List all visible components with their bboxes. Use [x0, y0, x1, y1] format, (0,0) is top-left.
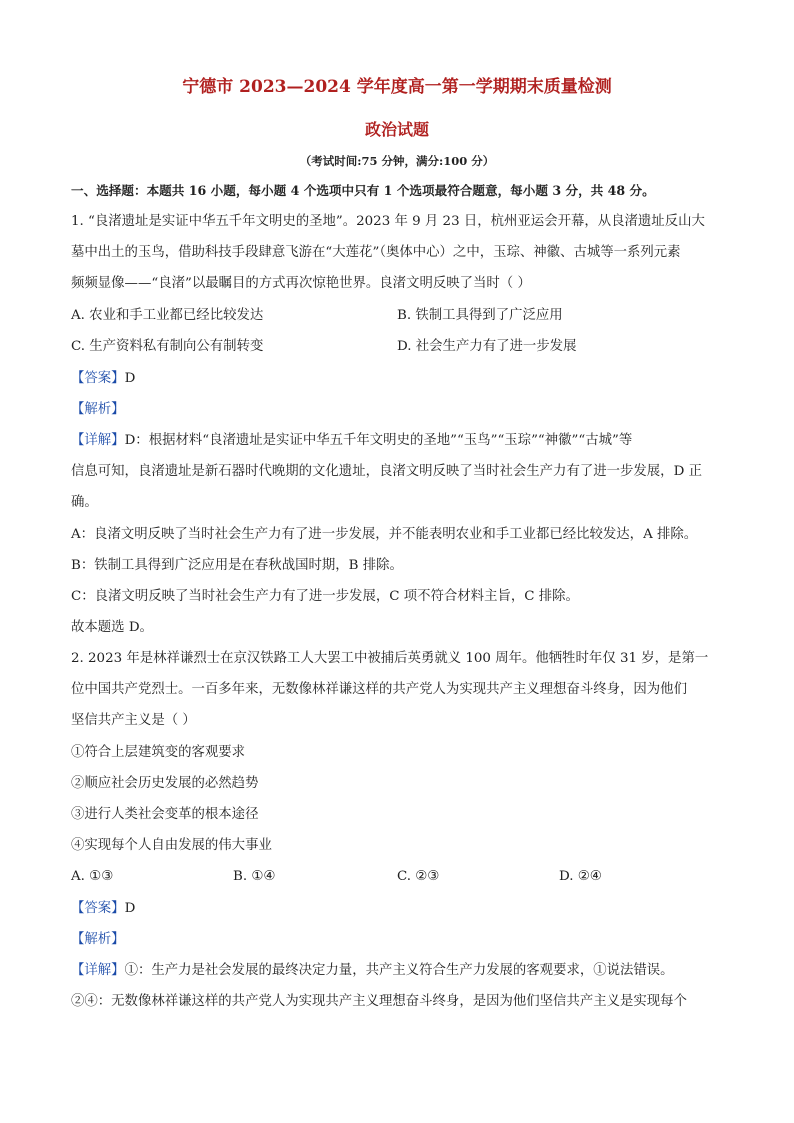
q1-line-2: 墓中出土的玉鸟，借助科技手段肆意飞游在“大莲花”（奥体中心）之中，玉琮、神徽、古城等一系列元素 — [71, 245, 681, 260]
detail-tag: 【详解】 — [71, 433, 125, 448]
q2-detail-line-2: ②④：无数像林祥谦这样的共产党人为实现共产主义理想奋斗终身，是因为他们坚信共产主义是实现每个 — [71, 994, 687, 1009]
q2-line-3: 坚信共产主义是（ ） — [71, 713, 196, 728]
q2-item-1: ①符合上层建筑变的客观要求 — [71, 745, 246, 760]
answer-tag: 【答案】 — [71, 901, 125, 916]
q1-option-a: A. 农业和手工业都已经比较发达 — [71, 308, 264, 323]
q2-option-d: D. ②④ — [559, 869, 602, 884]
q1-line-3: 频频显像——“良渚”以最瞩目的方式再次惊艳世界。良渚文明反映了当时（ ） — [71, 276, 531, 291]
analysis-tag: 【解析】 — [71, 932, 125, 947]
q1-analysis — [71, 401, 125, 419]
q1-detail-line-6: C：良渚文明反映了当时社会生产力有了进一步发展，C 项不符合材料主旨，C 排除。 — [71, 589, 579, 604]
q2-analysis — [71, 931, 125, 949]
q1-detail-line-3: 确。 — [71, 495, 98, 510]
q1-line-1: 1. “良渚遗址是实证中华五千年文明史的圣地”。2023 年 9 月 23 日，杭州亚运会开幕，从良渚遗址反山大 — [71, 214, 705, 229]
q2-option-a: A. ①③ — [71, 869, 114, 884]
q2-option-b: B. ①④ — [233, 869, 276, 884]
section-heading: 一、选择题：本题共 16 小题，每小题 4 个选项中只有 1 个选项最符合题意，每小题 3 分，共 48 分。 — [71, 183, 655, 198]
analysis-tag: 【解析】 — [71, 402, 125, 417]
q2-item-3: ③进行人类社会变革的根本途径 — [71, 807, 259, 822]
q1-detail-line-4: A：良渚文明反映了当时社会生产力有了进一步发展，并不能表明农业和手工业都已经比较发达，A 排除。 — [71, 527, 698, 542]
q1-answer — [71, 370, 135, 388]
document-subtitle: 政治试题 — [364, 120, 429, 139]
q2-line-2: 位中国共产党烈士。一百多年来，无数像林祥谦这样的共产党人为实现共产主义理想奋斗终身，因为他们 — [71, 682, 687, 697]
q1-detail-line-2: 信息可知，良渚遗址是新石器时代晚期的文化遗址，良渚文明反映了当时社会生产力有了进一步发展，D 正 — [71, 464, 702, 479]
exam-note: （考试时间:75 分钟，满分:100 分） — [299, 154, 495, 168]
q2-line-1: 2. 2023 年是林祥谦烈士在京汉铁路工人大罢工中被捕后英勇就义 100 周年。他牺牲时年仅 31 岁，是第一 — [71, 651, 709, 666]
q1-option-b: B. 铁制工具得到了广泛应用 — [397, 308, 563, 323]
q2-item-4: ④实现每个人自由发展的伟大事业 — [71, 838, 272, 853]
q1-option-d: D. 社会生产力有了进一步发展 — [397, 339, 577, 354]
detail-tag: 【详解】 — [71, 963, 125, 978]
q1-detail-line-5: B：铁制工具得到广泛应用是在春秋战国时期，B 排除。 — [71, 558, 403, 573]
q2-item-2: ②顺应社会历史发展的必然趋势 — [71, 776, 259, 791]
answer-value: D — [124, 901, 136, 916]
answer-tag: 【答案】 — [71, 371, 125, 386]
q2-answer — [71, 900, 135, 918]
q1-detail-line-1: 【详解】D：根据材料“良渚遗址是实证中华五千年文明史的圣地”“玉鸟”“玉琮”“神徽”“古城”等 — [71, 433, 633, 448]
q1-option-c: C. 生产资料私有制向公有制转变 — [71, 339, 264, 354]
q1-detail-line-7: 故本题选 D。 — [71, 620, 153, 635]
document-title: 宁德市 2023—2024 学年度高一第一学期期末质量检测 — [182, 77, 612, 97]
answer-value: D — [124, 371, 136, 386]
q2-detail-line-1: 【详解】①：生产力是社会发展的最终决定力量，共产主义符合生产力发展的客观要求，①说法错误。 — [71, 963, 674, 978]
q2-option-c: C. ②③ — [397, 869, 440, 884]
